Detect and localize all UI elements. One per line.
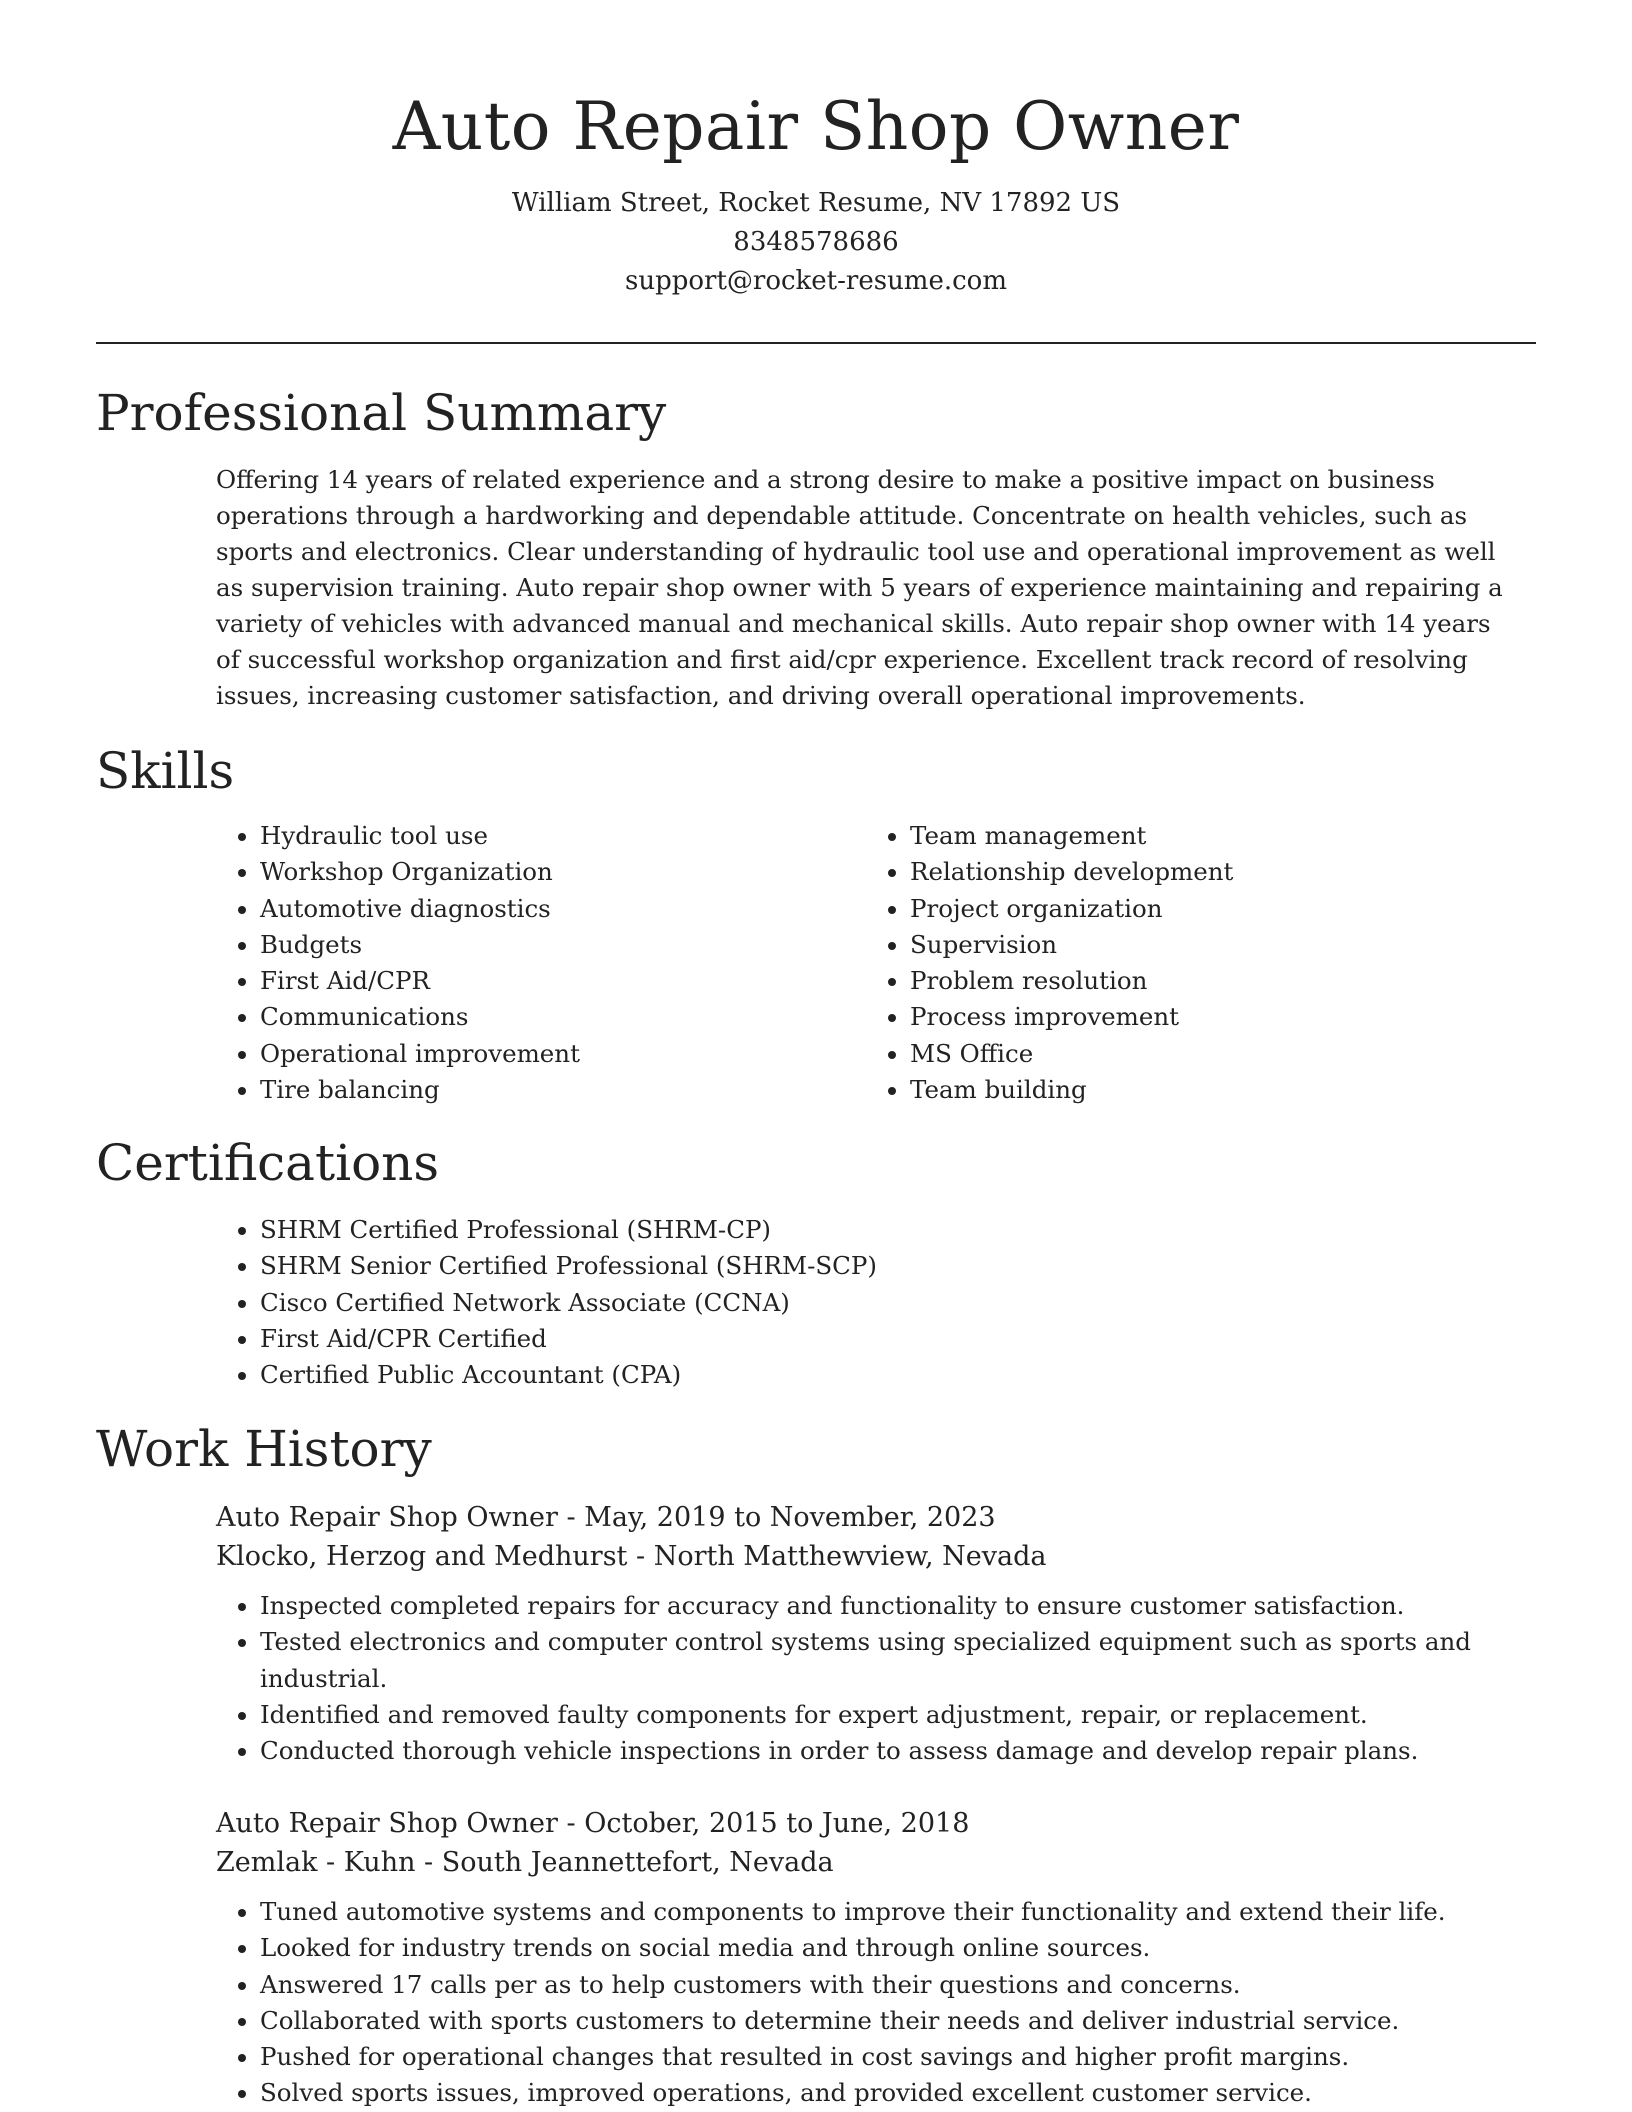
skill-item: • Problem resolution: [910, 963, 1516, 999]
job-company: Klocko, Herzog and Medhurst: [216, 1541, 628, 1572]
certifications-list: [216, 1212, 1506, 1393]
job-bullet: • Looked for industry trends on social media and through online sources.: [260, 1930, 1506, 1966]
job-bullet: • Tested electronics and computer control systems using specialized equipment such as sports and industrial.: [260, 1624, 1506, 1697]
work-history-heading: Work History: [96, 1420, 432, 1478]
certification-item: • Cisco Certified Network Associate (CCNA): [260, 1285, 1506, 1321]
job-bullet: • Conducted thorough vehicle inspections in order to assess damage and develop repair plans.: [260, 1733, 1506, 1769]
summary-text: Offering 14 years of related experience and a strong desire to make a positive impact on business operations through a hardworking and dependable attitude. Concentrate on health vehicles, such as sports and electronics. Clear understanding of hydraulic tool use and operational improvement as well as supervision training. Auto repair shop owner with 5 years of experience maintaining and repairing a variety of vehicles with advanced manual and mechanical skills. Auto repair shop owner with 14 years of successful workshop organization and first aid/cpr experience. Excellent track record of resolving issues, increasing customer satisfaction, and driving overall operational improvements.: [216, 465, 1503, 710]
skills-list: [216, 818, 1536, 1108]
certification-item: • SHRM Certified Professional (SHRM-CP): [260, 1212, 1506, 1248]
resume-header: [96, 82, 1536, 301]
job-title-line: Auto Repair Shop Owner - October, 2015 to June, 2018: [216, 1808, 970, 1839]
certification-item: • Certified Public Accountant (CPA): [260, 1357, 1506, 1393]
skill-item: • Communications: [260, 999, 866, 1035]
job-bullet: • Answered 17 calls per as to help customers with their questions and concerns.: [260, 1967, 1506, 2003]
job-bullet: • Pushed for operational changes that resulted in cost savings and higher profit margins.: [260, 2039, 1506, 2075]
skill-item: • Operational improvement: [260, 1036, 866, 1072]
skill-item: • Team management: [910, 818, 1516, 854]
skill-item: • Process improvement: [910, 999, 1516, 1035]
job-dates: October, 2015 to June, 2018: [584, 1808, 970, 1839]
certification-item: • First Aid/CPR Certified: [260, 1321, 1506, 1357]
certifications-heading: Certifications: [96, 1134, 440, 1192]
job-bullet: • Identified and removed faulty components for expert adjustment, repair, or replacement.: [260, 1697, 1506, 1733]
job-bullet: • Inspected completed repairs for accuracy and functionality to ensure customer satisfaction.: [260, 1588, 1506, 1624]
job-company-line: Zemlak - Kuhn - South Jeannettefort, Nevada: [216, 1847, 834, 1878]
job-bullet: • Tuned automotive systems and components to improve their functionality and extend their life.: [260, 1894, 1506, 1930]
contact-address: William Street, Rocket Resume, NV 17892 US: [511, 188, 1121, 218]
contact-email: support@rocket-resume.com: [624, 266, 1007, 296]
job-location: North Matthewview, Nevada: [653, 1541, 1047, 1572]
job-dates: May, 2019 to November, 2023: [584, 1502, 996, 1533]
skill-item: • Tire balancing: [260, 1072, 866, 1108]
summary-block: [216, 462, 1506, 714]
job-bullet: • Collaborated with sports customers to determine their needs and deliver industrial service.: [260, 2003, 1506, 2039]
skill-item: • Hydraulic tool use: [260, 818, 866, 854]
skill-item: • MS Office: [910, 1036, 1516, 1072]
job-title: Auto Repair Shop Owner: [216, 1502, 558, 1533]
job-location: South Jeannettefort, Nevada: [441, 1847, 834, 1878]
candidate-name: Auto Repair Shop Owner: [392, 88, 1240, 165]
job-entry: [216, 1804, 1506, 2112]
skill-item: • Workshop Organization: [260, 854, 866, 890]
job-entry: [216, 1498, 1506, 1769]
skill-item: • Supervision: [910, 927, 1516, 963]
summary-heading: Professional Summary: [96, 384, 667, 442]
skill-item: • Automotive diagnostics: [260, 891, 866, 927]
job-bullet-list: [216, 1588, 1506, 1769]
skills-heading: Skills: [96, 742, 235, 800]
job-bullet: • Solved sports issues, improved operations, and provided excellent customer service.: [260, 2075, 1506, 2111]
skill-item: • First Aid/CPR: [260, 963, 866, 999]
skill-item: • Relationship development: [910, 854, 1516, 890]
skill-item: • Project organization: [910, 891, 1516, 927]
job-title: Auto Repair Shop Owner: [216, 1808, 558, 1839]
skills-column-left: [216, 818, 866, 1108]
certification-item: • SHRM Senior Certified Professional (SHRM-SCP): [260, 1248, 1506, 1284]
job-bullet-list: [216, 1894, 1506, 2112]
job-title-line: Auto Repair Shop Owner - May, 2019 to November, 2023: [216, 1502, 996, 1533]
job-company: Zemlak - Kuhn: [216, 1847, 416, 1878]
skills-column-right: [866, 818, 1516, 1108]
header-divider: [96, 342, 1536, 344]
skill-item: • Team building: [910, 1072, 1516, 1108]
job-company-line: Klocko, Herzog and Medhurst - North Matthewview, Nevada: [216, 1541, 1047, 1572]
contact-phone: 8348578686: [733, 227, 899, 257]
skill-item: • Budgets: [260, 927, 866, 963]
